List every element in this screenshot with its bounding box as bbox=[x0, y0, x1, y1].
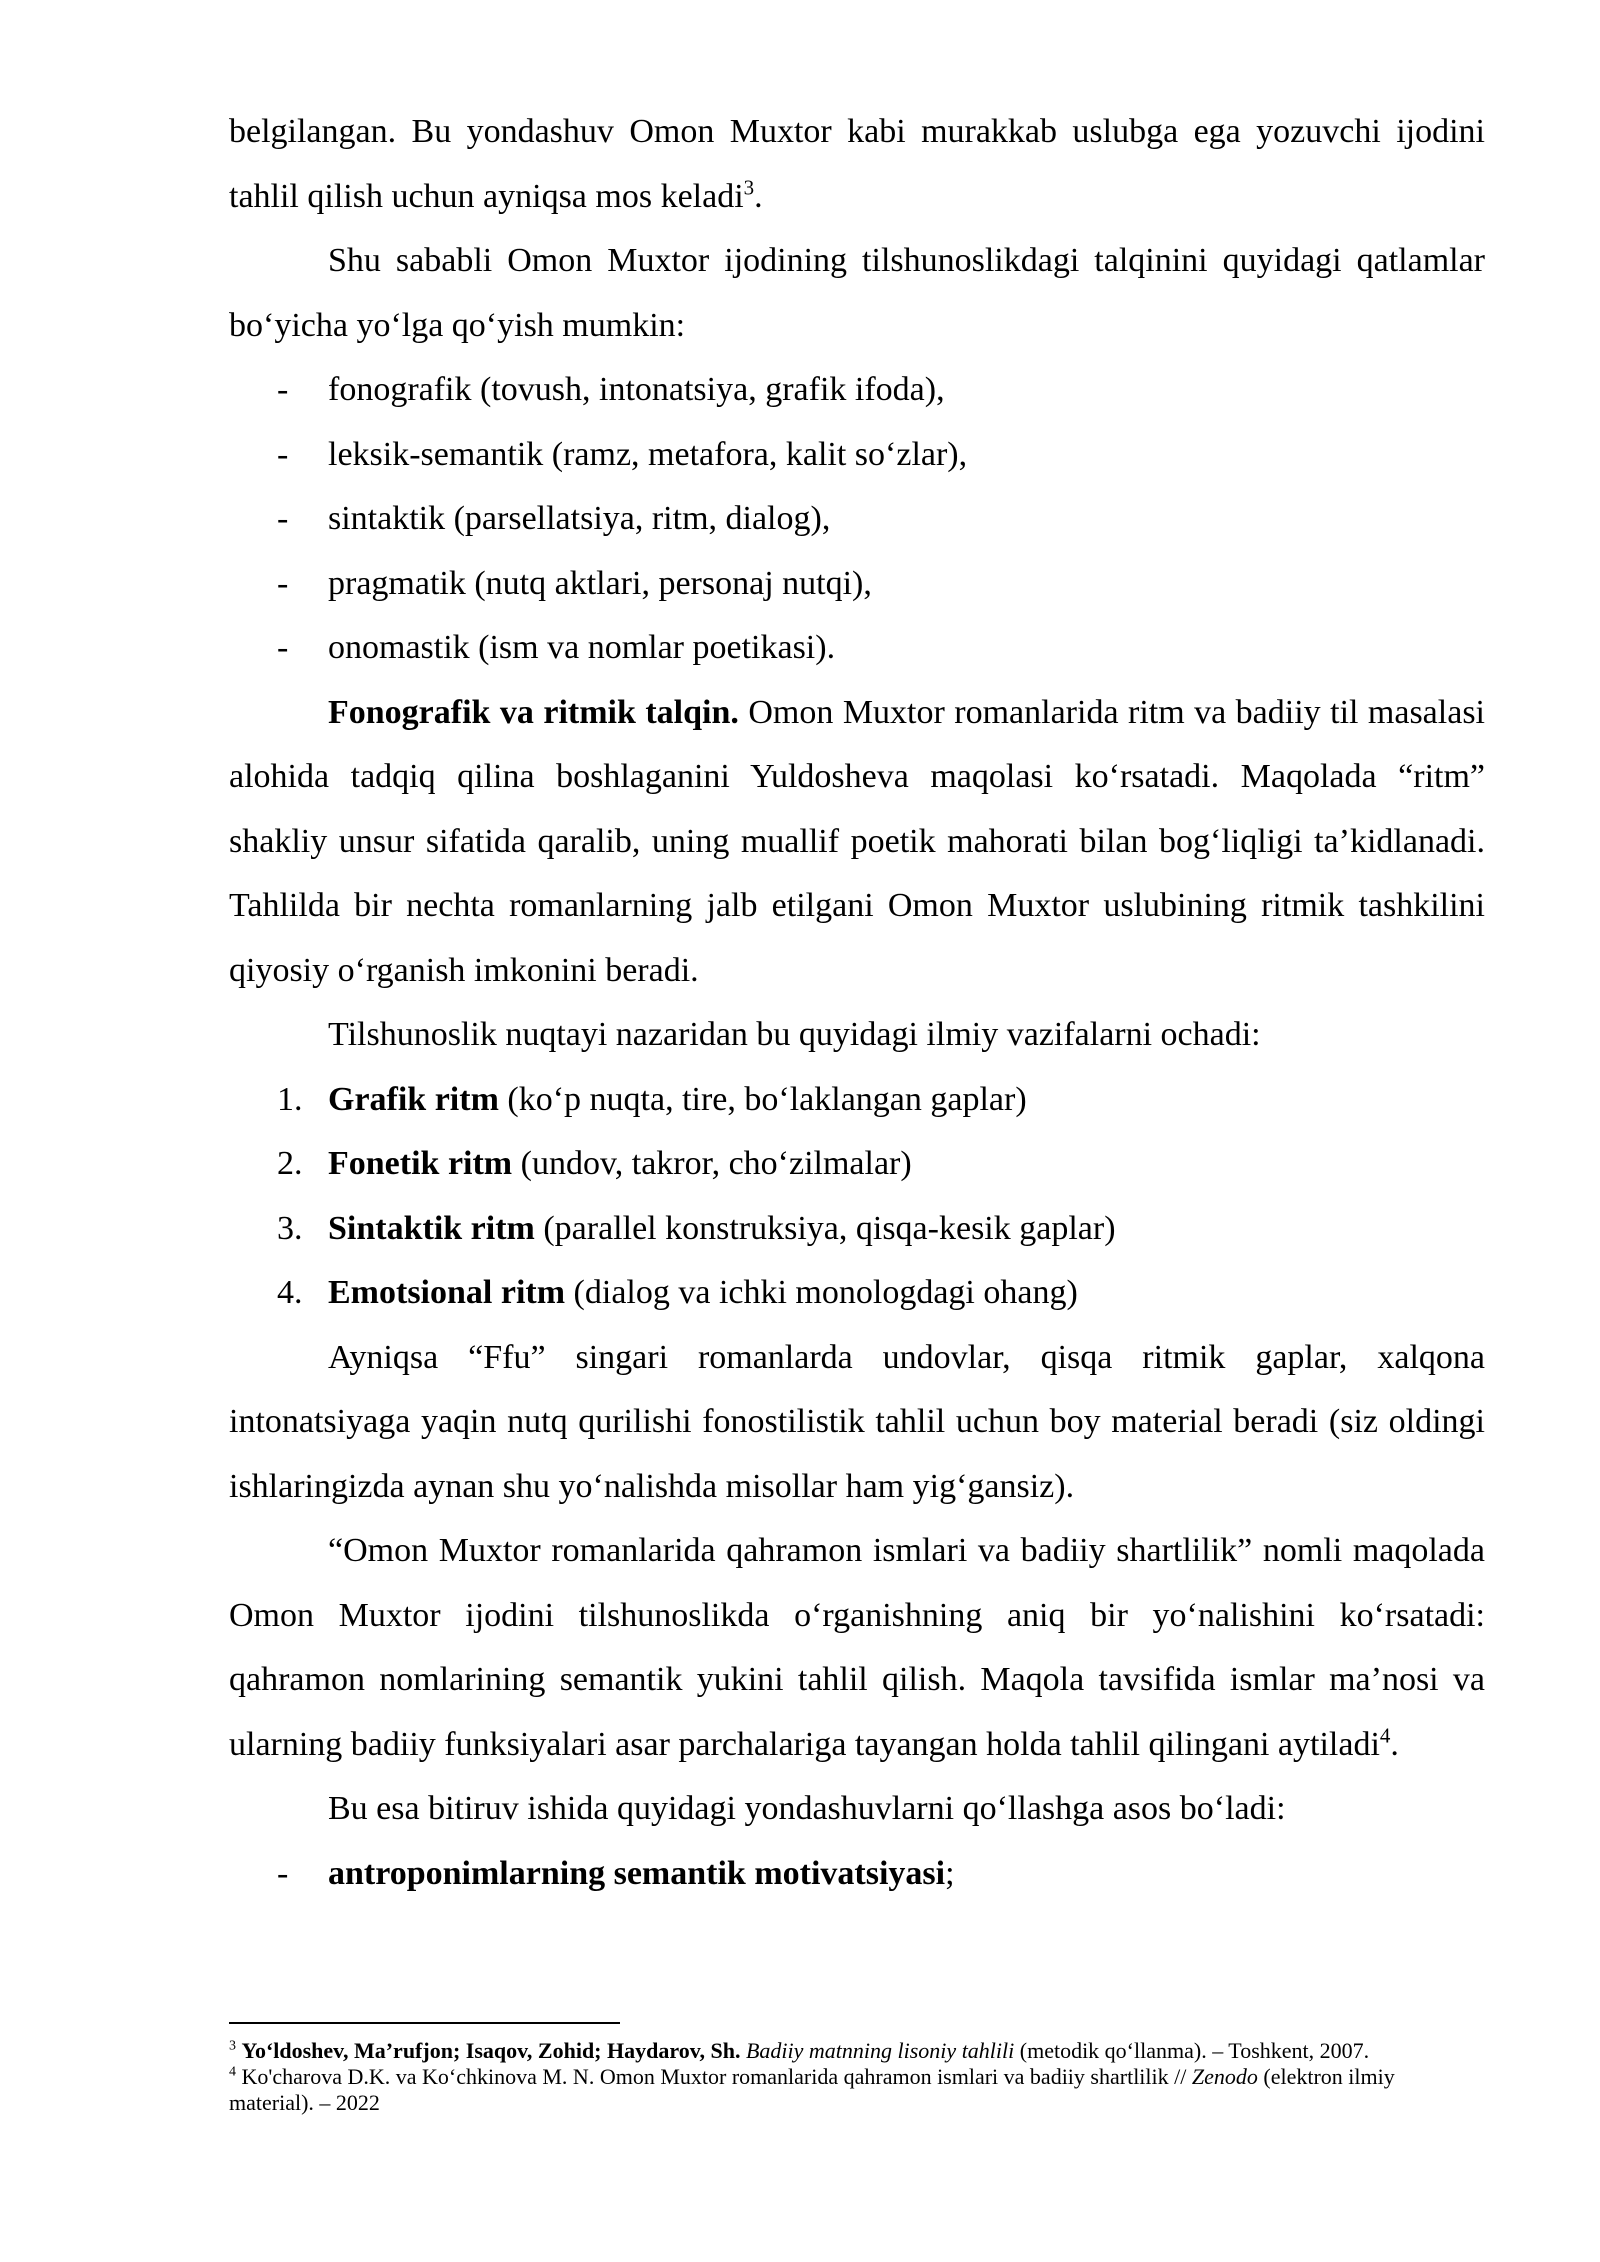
footnote-3: $^3$ Yo‘ldoshev, Ma’rufjon; Isaqov, Zohid; Haydarov, Sh. Badiiy matnning lisoniy tahlili (metodik qo‘llanma). – Toshkent, 2007. bbox=[229, 2038, 1370, 2063]
list-item: - sintaktik (parsellatsiya, ritm, dialog), bbox=[277, 500, 831, 537]
footnote-4: $^4$ Ko'charova D.K. va Ko‘chkinova M. N. Omon Muxtor romanlarida qahramon ismlari va badiiy shartlilik // Zenodo (elektron ilmiy material). – 2022 bbox=[229, 2064, 1395, 2115]
tasks-list bbox=[229, 1068, 1485, 1326]
list-item: - pragmatik (nutq aktlari, personaj nutqi), bbox=[277, 564, 872, 602]
list-item: - onomastik (ism va nomlar poetikasi). bbox=[277, 629, 836, 666]
list-item: 3. Sintaktik ritm (parallel konstruksiya, qisqa-kesik gaplar) bbox=[277, 1209, 1116, 1247]
paragraph-4: Tilshunoslik nuqtayi nazaridan bu quyidagi ilmiy vazifalarni ochadi: bbox=[328, 1016, 1261, 1053]
footnotes bbox=[229, 2038, 1485, 2116]
approaches-list bbox=[229, 1842, 1485, 1907]
paragraph-3: Fonografik va ritmik talqin. Omon Muxtor romanlarida ritm va badiiy til masalasi alohida tadqiq qilina boshlaganini Yuldosheva maqolasi ko‘rsatadi. Maqolada “ritm” shakliy unsur sifatida qaralib, uning muallif poetik mahorati bilan bog‘liqligi ta’kidlanadi. Tahlilda bir nechta romanlarning jalb etilgani Omon Muxtor uslubining ritmik tashkilini qiyosiy o‘rganish imkonini beradi. bbox=[229, 693, 1485, 989]
paragraph-1: belgilangan. Bu yondashuv Omon Muxtor kabi murakkab uslubga ega yozuvchi ijodini tahlil qilish uchun ayniqsa mos keladi$^3$. bbox=[229, 113, 1485, 215]
paragraph-6: “Omon Muxtor romanlarida qahramon ismlari va badiiy shartlilik” nomli maqolada Omon Muxtor ijodini tilshunoslikda o‘rganishning aniq bir yo‘nalishini ko‘rsatadi: qahramon nomlarining semantik yukini tahlil qilish. Maqola tavsifida ismlar ma’nosi va ularning badiiy funksiyalari asar parchalariga tayangan holda tahlil qilingani aytiladi$^4$. bbox=[229, 1532, 1485, 1763]
footnote-ref-4[interactable]: 4 bbox=[1379, 1723, 1391, 1748]
list-item: - leksik-semantik (ramz, metafora, kalit so‘zlar), bbox=[277, 435, 968, 473]
list-item: - antroponimlarning semantik motivatsiyasi; bbox=[277, 1854, 955, 1892]
paragraph-7: Bu esa bitiruv ishida quyidagi yondashuvlarni qo‘llashga asos bo‘ladi: bbox=[328, 1790, 1286, 1827]
list-item: 1. Grafik ritm (ko‘p nuqta, tire, bo‘laklangan gaplar) bbox=[277, 1080, 1027, 1118]
paragraph-5: Ayniqsa “Ffu” singari romanlarda undovlar, qisqa ritmik gaplar, xalqona intonatsiyaga yaqin nutq qurilishi fonostilistik tahlil uchun boy material beradi (siz oldingi ishlaringizda aynan shu yo‘nalishda misollar ham yig‘gansiz). bbox=[229, 1338, 1485, 1505]
paragraph-2: Shu sababli Omon Muxtor ijodining tilshunoslikdagi talqinini quyidagi qatlamlar bo‘yicha yo‘lga qo‘yish mumkin: bbox=[229, 242, 1485, 344]
section-heading: Fonografik va ritmik talqin. bbox=[328, 693, 739, 731]
layers-list bbox=[229, 358, 1485, 681]
footnote-separator bbox=[229, 2022, 620, 2024]
page-body bbox=[229, 100, 1485, 1906]
list-item: 2. Fonetik ritm (undov, takror, cho‘zilmalar) bbox=[277, 1145, 912, 1182]
footnote-ref-3[interactable]: 3 bbox=[743, 175, 755, 200]
list-item: 4. Emotsional ritm (dialog va ichki monologdagi ohang) bbox=[277, 1274, 1078, 1311]
list-item: - fonografik (tovush, intonatsiya, grafik ifoda), bbox=[277, 371, 945, 408]
